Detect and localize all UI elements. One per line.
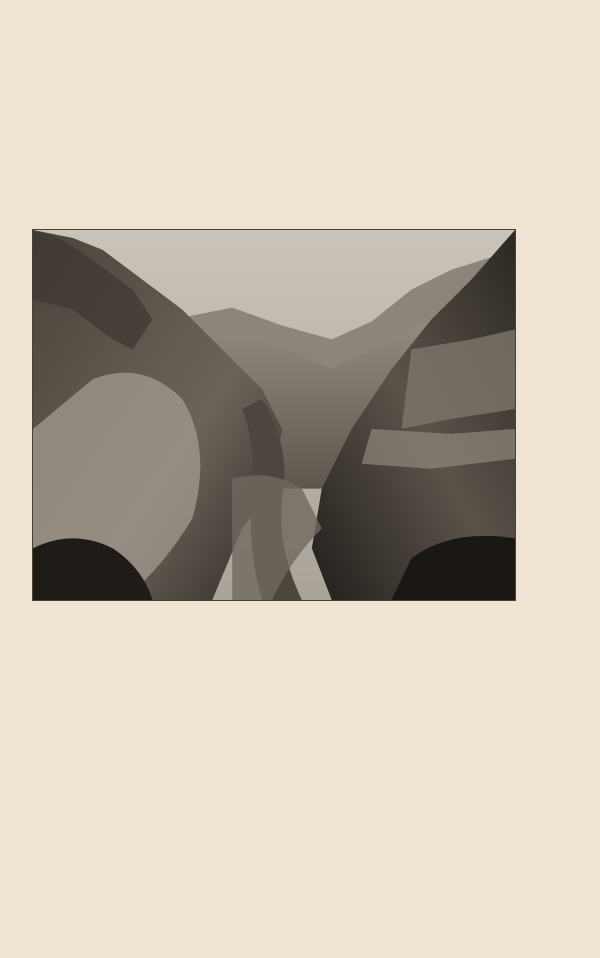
- canyon-illustration: [33, 230, 515, 600]
- canyon-photograph: [32, 229, 516, 601]
- running-head: [32, 8, 516, 24]
- page-footer: [32, 894, 516, 910]
